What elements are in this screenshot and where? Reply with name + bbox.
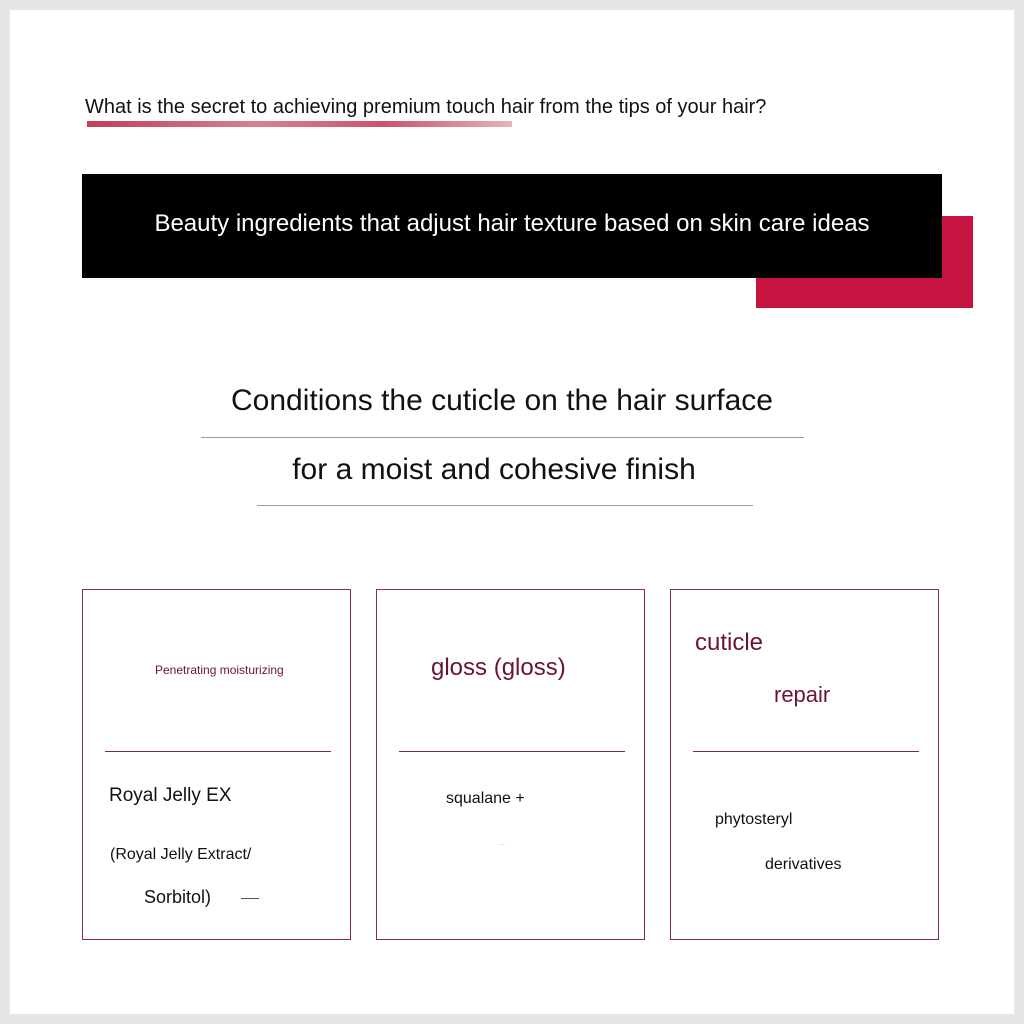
headline-line-2: for a moist and cohesive finish <box>292 453 696 486</box>
headline-rule-2 <box>257 505 753 506</box>
card-title: cuticle <box>695 629 764 656</box>
card-body-line: Royal Jelly EX <box>109 785 232 806</box>
card-body-line: phytosteryl <box>715 811 793 828</box>
ingredient-card-cuticle-repair <box>670 589 939 940</box>
card-divider <box>105 751 331 752</box>
headline-line-1: Conditions the cuticle on the hair surface <box>231 384 773 417</box>
card-body-line: derivatives <box>765 856 842 873</box>
card-title: Penetrating moisturizing <box>155 663 284 677</box>
question-underline <box>87 121 512 127</box>
tiny-mark: ····· <box>499 842 506 847</box>
dash-mark <box>241 898 259 899</box>
card-body-line: Sorbitol) <box>144 887 212 907</box>
card-body-line: (Royal Jelly Extract/ <box>110 846 252 863</box>
card-body-line: squalane + <box>446 790 525 807</box>
banner <box>82 174 942 278</box>
headline-rule-1 <box>201 437 804 438</box>
ingredient-card-gloss <box>376 589 645 940</box>
banner-text: Beauty ingredients that adjust hair texture based on skin care ideas <box>154 210 870 237</box>
card-title: repair <box>774 682 831 707</box>
card-title: gloss (gloss) <box>431 654 566 681</box>
card-divider <box>399 751 625 752</box>
ingredient-card-moisturizing <box>82 589 351 940</box>
question-heading: What is the secret to achieving premium touch hair from the tips of your hair? <box>85 96 767 118</box>
card-divider <box>693 751 919 752</box>
page <box>10 10 1014 1014</box>
